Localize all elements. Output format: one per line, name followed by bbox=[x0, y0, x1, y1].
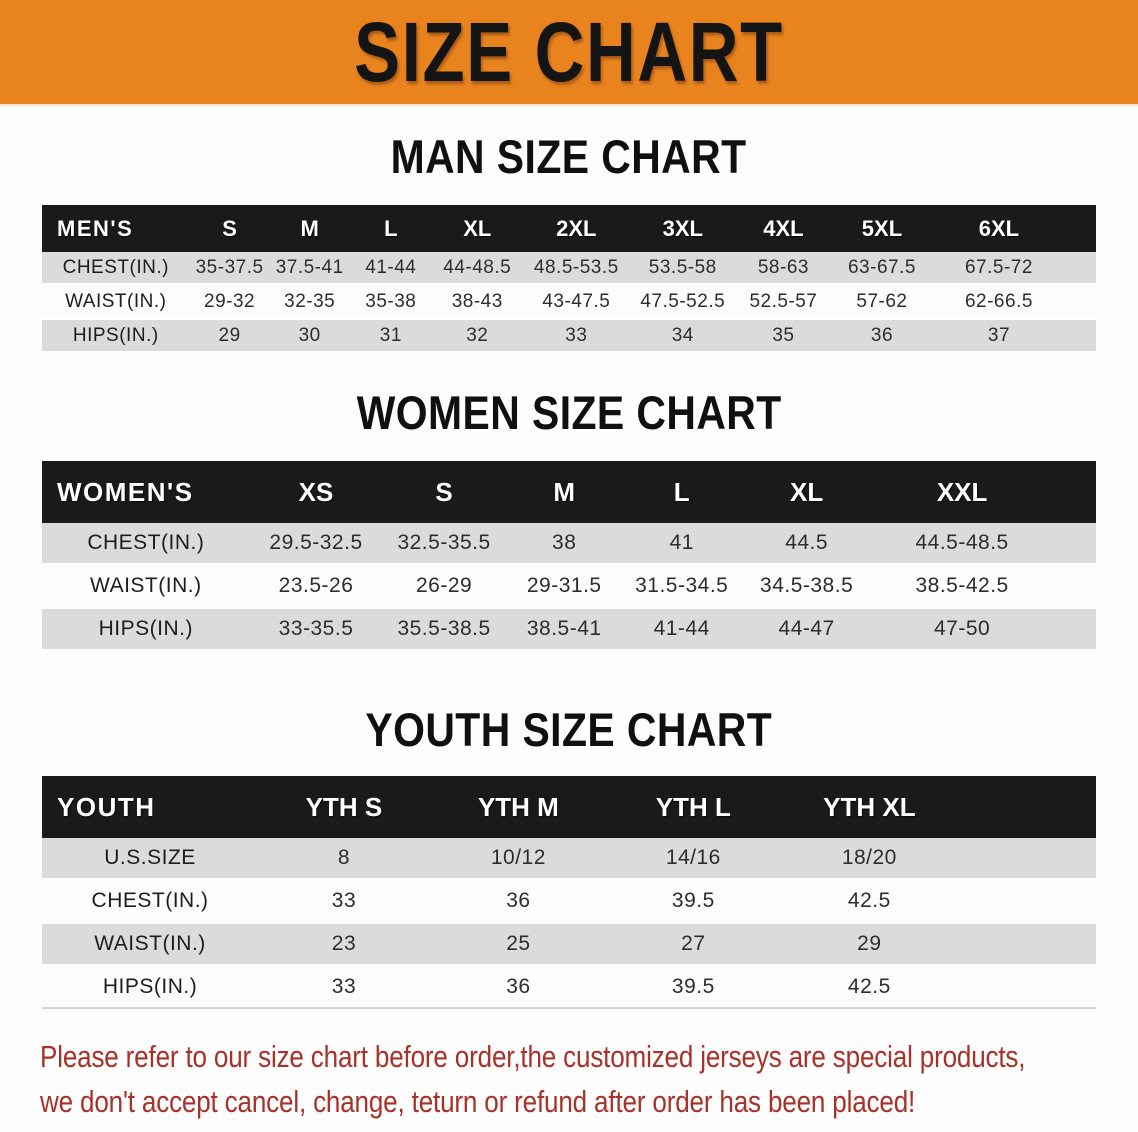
column-header: S bbox=[382, 461, 505, 523]
size-cell: 33 bbox=[523, 319, 631, 353]
column-header: M bbox=[506, 461, 623, 523]
size-cell: 37 bbox=[933, 319, 1066, 353]
women-section-heading-text: WOMEN SIZE CHART bbox=[356, 386, 782, 439]
men-corner-label: MEN'S bbox=[42, 205, 190, 252]
table-row bbox=[42, 880, 1096, 923]
column-header: XXL bbox=[873, 461, 1052, 523]
size-cell: 39.5 bbox=[607, 966, 780, 1009]
size-cell: 39.5 bbox=[607, 880, 780, 923]
men-header-row bbox=[42, 205, 1096, 252]
table-row bbox=[42, 523, 1096, 565]
size-cell: 58-63 bbox=[735, 252, 831, 285]
column-header: L bbox=[350, 205, 432, 252]
women-size-table bbox=[42, 461, 1096, 652]
column-header: 6XL bbox=[933, 205, 1066, 252]
column-header: S bbox=[190, 205, 270, 252]
size-chart-banner bbox=[0, 0, 1138, 106]
size-cell: 34 bbox=[630, 319, 735, 353]
row-label: WAIST(IN.) bbox=[42, 565, 250, 608]
cell-spacer bbox=[1065, 319, 1096, 353]
column-header: XL bbox=[432, 205, 523, 252]
cell-spacer bbox=[959, 880, 1096, 923]
size-cell: 42.5 bbox=[780, 880, 959, 923]
women-corner-label: WOMEN'S bbox=[42, 461, 250, 523]
size-cell: 31 bbox=[350, 319, 432, 353]
size-cell: 36 bbox=[430, 880, 607, 923]
table-row bbox=[42, 285, 1096, 319]
row-label: U.S.SIZE bbox=[42, 838, 258, 880]
cell-spacer bbox=[959, 838, 1096, 880]
size-cell: 18/20 bbox=[780, 838, 959, 880]
table-row bbox=[42, 838, 1096, 880]
cell-spacer bbox=[1052, 523, 1096, 565]
table-row bbox=[42, 252, 1096, 285]
size-cell: 44-48.5 bbox=[432, 252, 523, 285]
youth-section-heading bbox=[0, 703, 1138, 756]
row-label: CHEST(IN.) bbox=[42, 252, 190, 285]
banner-title: SIZE CHART bbox=[354, 5, 784, 99]
header-spacer bbox=[1065, 205, 1096, 252]
size-cell: 53.5-58 bbox=[630, 252, 735, 285]
column-header: 5XL bbox=[831, 205, 932, 252]
size-cell: 67.5-72 bbox=[933, 252, 1066, 285]
size-cell: 35 bbox=[735, 319, 831, 353]
youth-corner-label: YOUTH bbox=[42, 776, 258, 838]
size-cell: 35-37.5 bbox=[190, 252, 270, 285]
row-label: CHEST(IN.) bbox=[42, 523, 250, 565]
youth-header-row bbox=[42, 776, 1096, 838]
row-label: WAIST(IN.) bbox=[42, 285, 190, 319]
cell-spacer bbox=[959, 966, 1096, 1009]
row-label: HIPS(IN.) bbox=[42, 608, 250, 651]
size-cell: 32.5-35.5 bbox=[382, 523, 505, 565]
youth-size-table bbox=[42, 776, 1096, 1009]
size-cell: 57-62 bbox=[831, 285, 932, 319]
size-cell: 41-44 bbox=[350, 252, 432, 285]
size-cell: 38.5-41 bbox=[506, 608, 623, 651]
size-cell: 33 bbox=[258, 880, 430, 923]
size-cell: 27 bbox=[607, 923, 780, 966]
table-row bbox=[42, 966, 1096, 1009]
size-cell: 23.5-26 bbox=[250, 565, 383, 608]
size-cell: 33-35.5 bbox=[250, 608, 383, 651]
size-cell: 10/12 bbox=[430, 838, 607, 880]
size-cell: 29.5-32.5 bbox=[250, 523, 383, 565]
column-header: YTH L bbox=[607, 776, 780, 838]
size-cell: 43-47.5 bbox=[523, 285, 631, 319]
size-cell: 36 bbox=[430, 966, 607, 1009]
man-section-heading bbox=[0, 130, 1138, 183]
row-label: HIPS(IN.) bbox=[42, 319, 190, 353]
size-cell: 29-31.5 bbox=[506, 565, 623, 608]
cell-spacer bbox=[1065, 252, 1096, 285]
header-spacer bbox=[1052, 461, 1096, 523]
column-header: XL bbox=[741, 461, 873, 523]
cell-spacer bbox=[1052, 565, 1096, 608]
size-cell: 38-43 bbox=[432, 285, 523, 319]
man-section-heading-text: MAN SIZE CHART bbox=[391, 130, 747, 183]
column-header: YTH S bbox=[258, 776, 430, 838]
size-cell: 34.5-38.5 bbox=[741, 565, 873, 608]
cell-spacer bbox=[1052, 608, 1096, 651]
column-header: YTH M bbox=[430, 776, 607, 838]
size-cell: 32 bbox=[432, 319, 523, 353]
size-cell: 36 bbox=[831, 319, 932, 353]
size-cell: 48.5-53.5 bbox=[523, 252, 631, 285]
size-cell: 38 bbox=[506, 523, 623, 565]
youth-section-heading-text: YOUTH SIZE CHART bbox=[365, 703, 773, 756]
size-cell: 29 bbox=[190, 319, 270, 353]
size-cell: 8 bbox=[258, 838, 430, 880]
column-header: 2XL bbox=[523, 205, 631, 252]
size-cell: 62-66.5 bbox=[933, 285, 1066, 319]
size-cell: 25 bbox=[430, 923, 607, 966]
size-cell: 37.5-41 bbox=[270, 252, 350, 285]
size-cell: 33 bbox=[258, 966, 430, 1009]
size-cell: 35.5-38.5 bbox=[382, 608, 505, 651]
row-label: CHEST(IN.) bbox=[42, 880, 258, 923]
size-cell: 63-67.5 bbox=[831, 252, 932, 285]
size-cell: 44-47 bbox=[741, 608, 873, 651]
size-cell: 44.5 bbox=[741, 523, 873, 565]
size-cell: 47-50 bbox=[873, 608, 1052, 651]
header-spacer bbox=[959, 776, 1096, 838]
size-cell: 38.5-42.5 bbox=[873, 565, 1052, 608]
column-header: XS bbox=[250, 461, 383, 523]
disclaimer-line-2: we don't accept cancel, change, teturn or refund after order has been placed! bbox=[40, 1084, 916, 1119]
column-header: 3XL bbox=[630, 205, 735, 252]
size-cell: 14/16 bbox=[607, 838, 780, 880]
disclaimer-line-1: Please refer to our size chart before order,the customized jerseys are special products, bbox=[40, 1039, 1026, 1074]
size-cell: 41 bbox=[623, 523, 741, 565]
size-cell: 29 bbox=[780, 923, 959, 966]
row-label: HIPS(IN.) bbox=[42, 966, 258, 1009]
column-header: YTH XL bbox=[780, 776, 959, 838]
size-cell: 35-38 bbox=[350, 285, 432, 319]
men-size-table bbox=[42, 205, 1096, 354]
size-cell: 47.5-52.5 bbox=[630, 285, 735, 319]
size-cell: 29-32 bbox=[190, 285, 270, 319]
size-cell: 23 bbox=[258, 923, 430, 966]
table-row bbox=[42, 608, 1096, 651]
column-header: 4XL bbox=[735, 205, 831, 252]
column-header: M bbox=[270, 205, 350, 252]
size-cell: 30 bbox=[270, 319, 350, 353]
table-row bbox=[42, 565, 1096, 608]
size-cell: 26-29 bbox=[382, 565, 505, 608]
cell-spacer bbox=[959, 923, 1096, 966]
table-row bbox=[42, 319, 1096, 353]
size-cell: 32-35 bbox=[270, 285, 350, 319]
size-cell: 42.5 bbox=[780, 966, 959, 1009]
women-header-row bbox=[42, 461, 1096, 523]
size-cell: 41-44 bbox=[623, 608, 741, 651]
row-label: WAIST(IN.) bbox=[42, 923, 258, 966]
table-row bbox=[42, 923, 1096, 966]
size-cell: 31.5-34.5 bbox=[623, 565, 741, 608]
women-section-heading bbox=[0, 386, 1138, 439]
size-cell: 52.5-57 bbox=[735, 285, 831, 319]
column-header: L bbox=[623, 461, 741, 523]
size-cell: 44.5-48.5 bbox=[873, 523, 1052, 565]
disclaimer bbox=[40, 1037, 1138, 1127]
cell-spacer bbox=[1065, 285, 1096, 319]
